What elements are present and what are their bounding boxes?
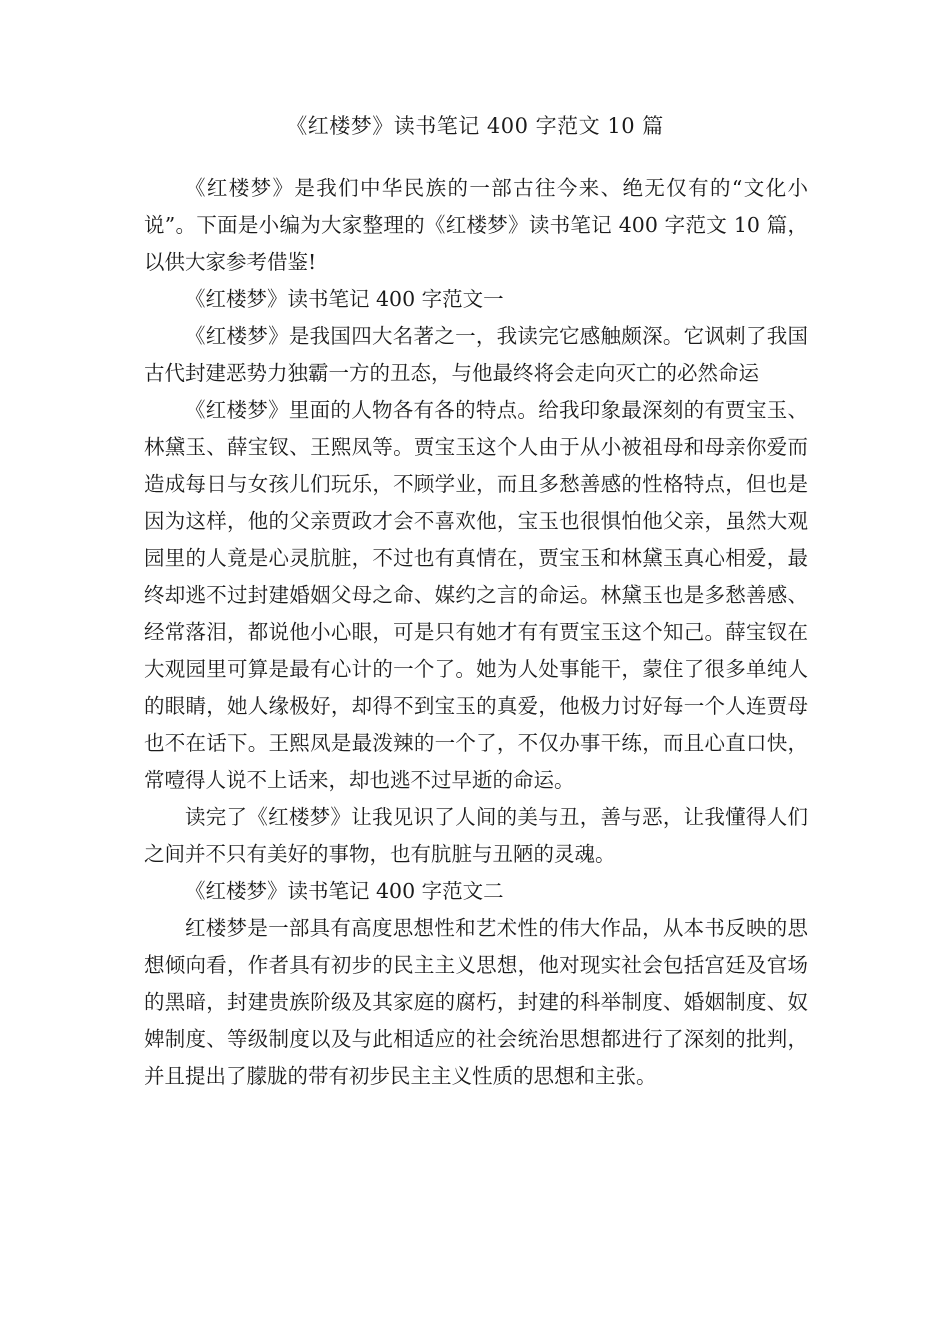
intro-paragraph: 《红楼梦》是我们中华民族的一部古往今来、绝无仅有的“文化小说”。下面是小编为大家整理的《红楼梦》读书笔记 400 字范文 10 篇，以供大家参考借鉴! (144, 176, 808, 274)
body-paragraph: 读完了《红楼梦》让我见识了人间的美与丑，善与恶，让我懂得人们之间并不只有美好的事物，也有肮脏与丑陋的灵魂。 (144, 805, 808, 866)
body-paragraph: 《红楼梦》是我国四大名著之一，我读完它感触颇深。它讽刺了我国古代封建恶势力独霸一方的丑态，与他最终将会走向灭亡的必然命运 (144, 324, 808, 385)
section-heading-2: 《红楼梦》读书笔记 400 字范文二 (185, 879, 504, 903)
section-heading-1: 《红楼梦》读书笔记 400 字范文一 (185, 287, 504, 311)
body-paragraph: 红楼梦是一部具有高度思想性和艺术性的伟大作品，从本书反映的思想倾向看，作者具有初步的民主主义思想，他对现实社会包括宫廷及官场的黑暗，封建贵族阶级及其家庭的腐朽，封建的科举制度、婚姻制度、奴婢制度、等级制度以及与此相适应的社会统治思想都进行了深刻的批判，并且提出了朦胧的带有初步民主主义性质的思想和主张。 (144, 916, 808, 1088)
document-body (144, 170, 808, 1095)
body-paragraph: 《红楼梦》里面的人物各有各的特点。给我印象最深刻的有贾宝玉、林黛玉、薛宝钗、王熙凤等。贾宝玉这个人由于从小被祖母和母亲你爱而造成每日与女孩儿们玩乐，不顾学业，而且多愁善感的性格特点，但也是因为这样，他的父亲贾政才会不喜欢他，宝玉也很惧怕他父亲，虽然大观园里的人竟是心灵肮脏，不过也有真情在，贾宝玉和林黛玉真心相爱，最终却逃不过封建婚姻父母之命、媒约之言的命运。林黛玉也是多愁善感、经常落泪，都说他小心眼，可是只有她才有有贾宝玉这个知己。薛宝钗在大观园里可算是最有心计的一个了。她为人处事能干，蒙住了很多单纯人的眼睛，她人缘极好，却得不到宝玉的真爱，他极力讨好每一个人连贾母也不在话下。王熙凤是最泼辣的一个了，不仅办事干练，而且心直口快，常噎得人说不上话来，却也逃不过早逝的命运。 (144, 398, 808, 792)
document-title: 《红楼梦》读书笔记 400 字范文 10 篇 (286, 114, 664, 138)
